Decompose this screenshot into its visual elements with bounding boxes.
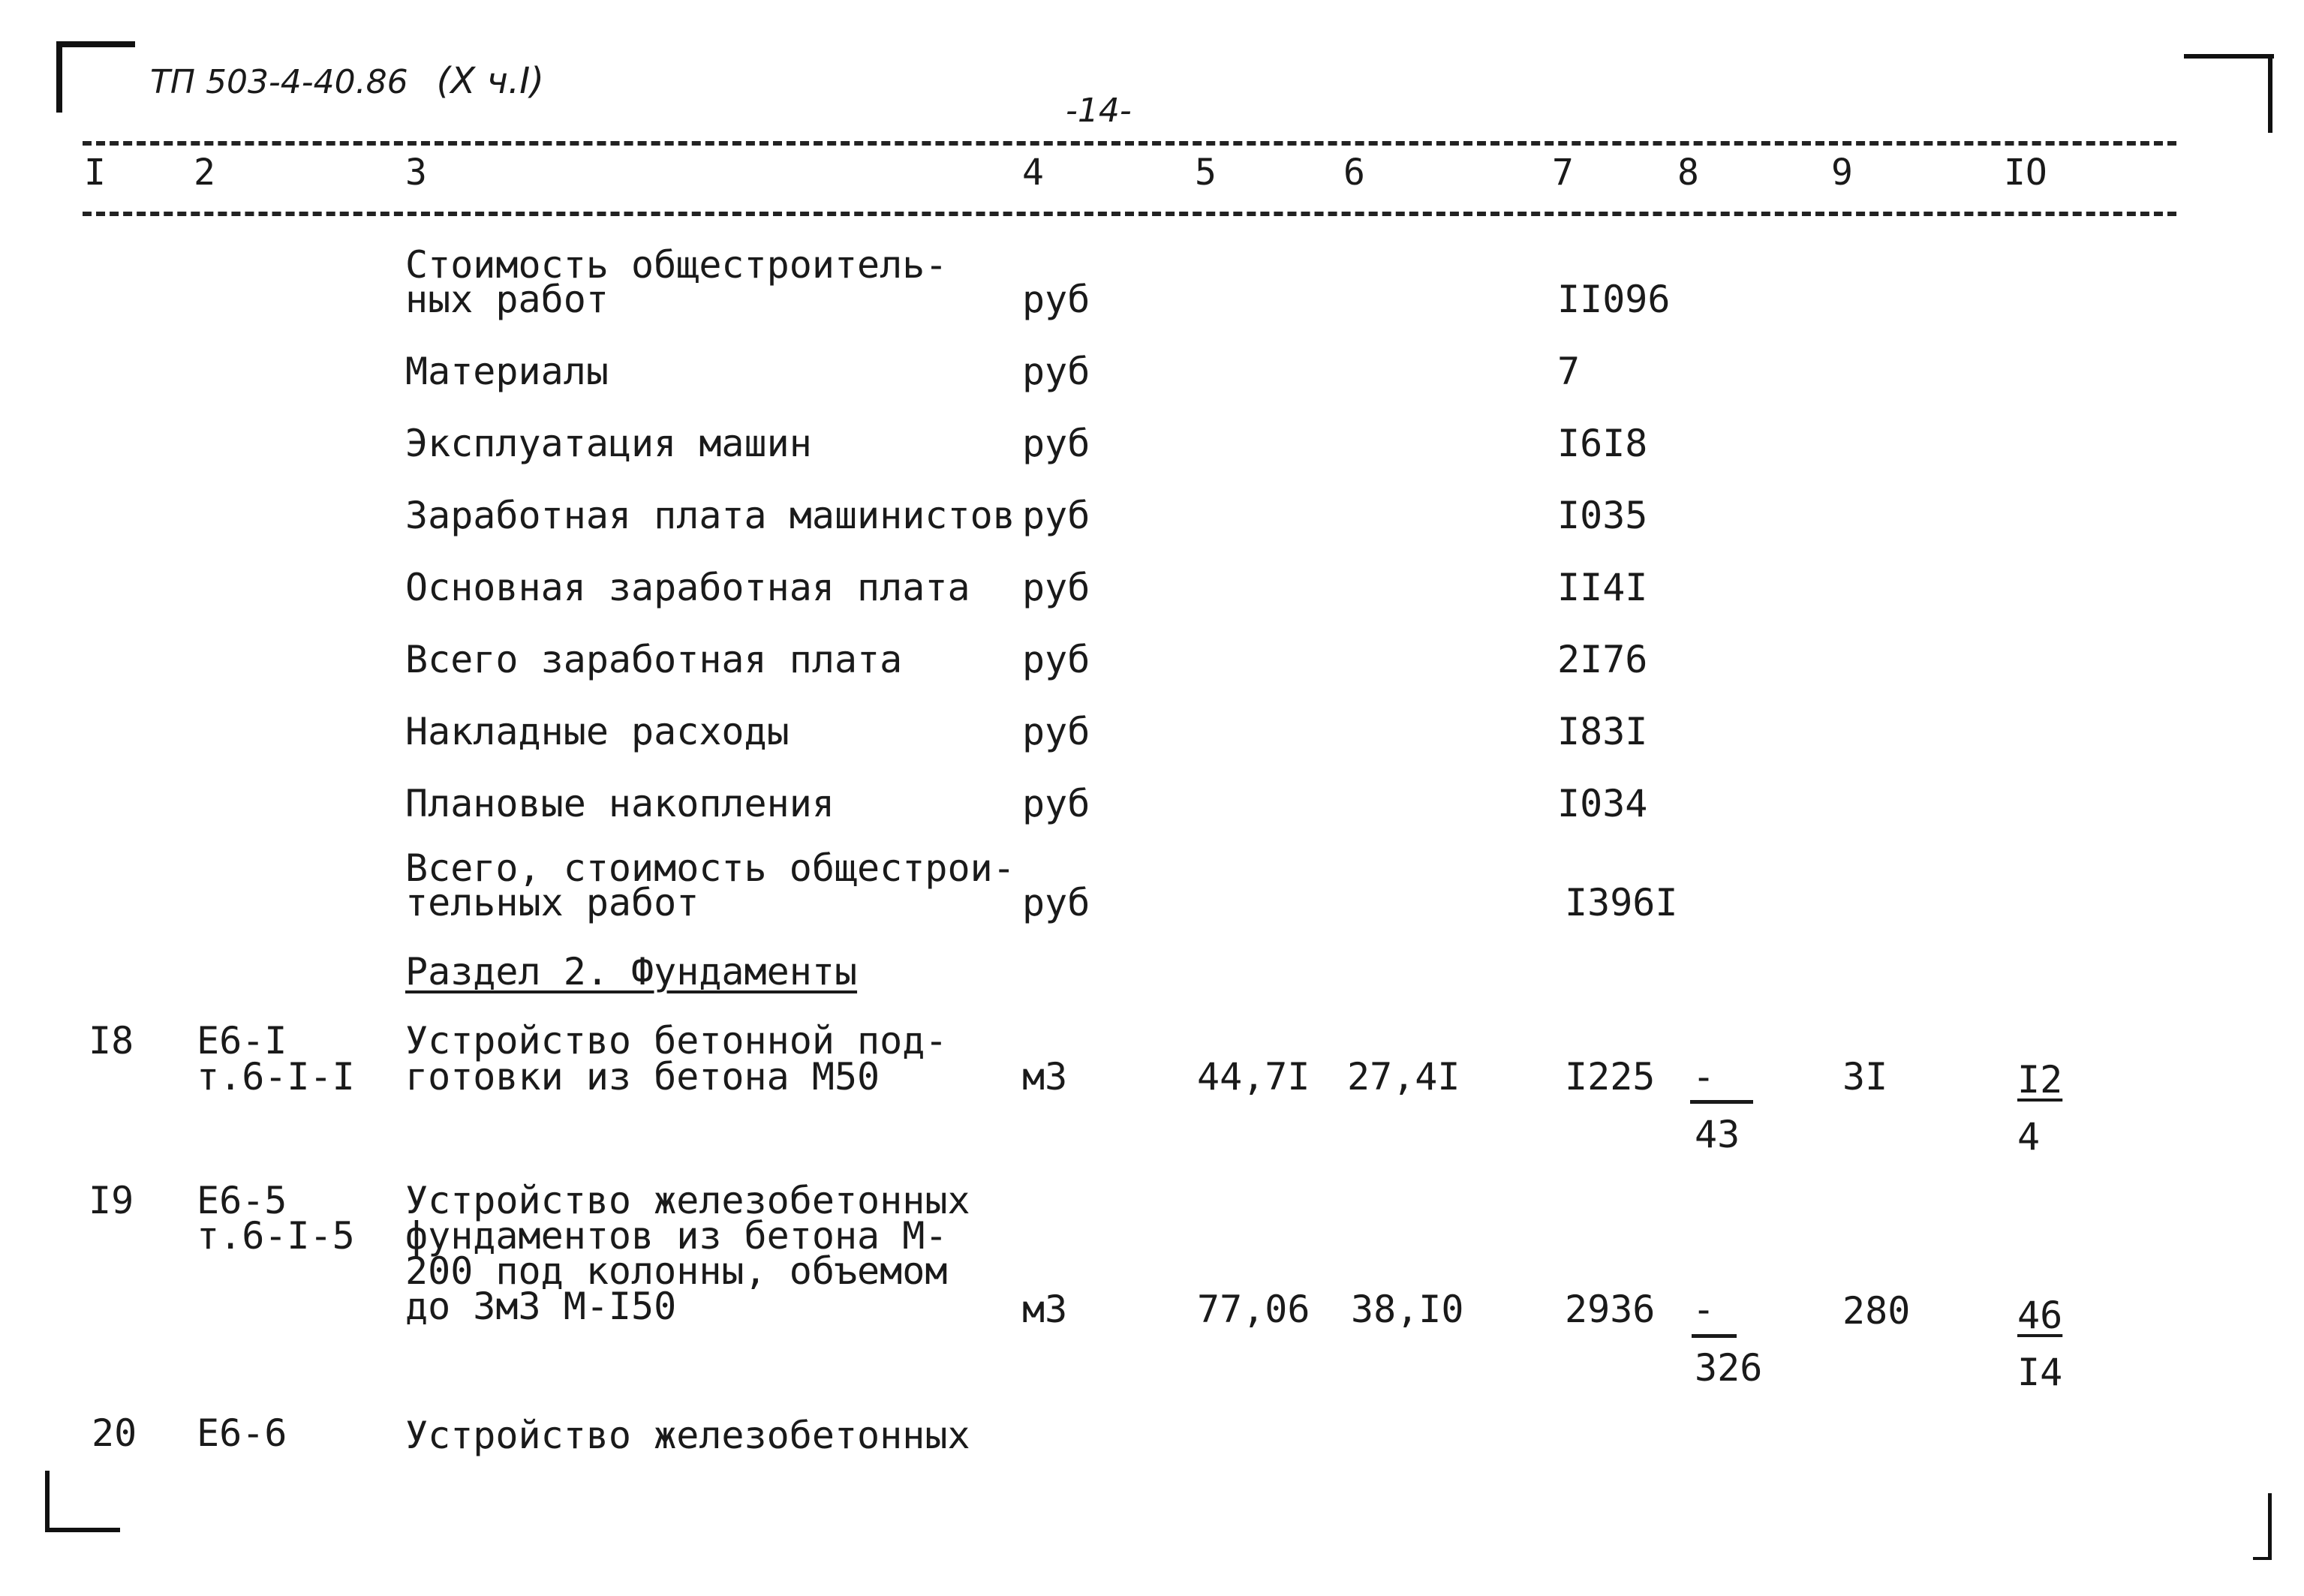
summary-row-name: Заработная плата машинистов	[405, 494, 1015, 537]
item-col9: 280	[1842, 1289, 1911, 1333]
item-col8-fraction-bar	[1690, 1100, 1753, 1104]
summary-row-unit: руб	[1022, 638, 1090, 681]
summary-row-unit: руб	[1022, 566, 1090, 609]
column-header: IO	[2004, 152, 2047, 194]
summary-row-name: тельных работ	[405, 881, 699, 924]
item-number: 20	[92, 1411, 137, 1455]
item-code: Е6-6	[197, 1411, 287, 1455]
summary-row-value: I83I	[1557, 710, 1648, 753]
summary-row-name: Материалы	[405, 350, 609, 393]
header-rule-bottom	[83, 212, 2176, 216]
summary-row-name: Накладные расходы	[405, 710, 790, 753]
item-col6: 38,I0	[1351, 1288, 1464, 1331]
summary-row-value: II4I	[1557, 566, 1648, 609]
summary-row-unit: руб	[1022, 494, 1090, 537]
item-description: Устройство бетонной под-	[405, 1019, 948, 1062]
corner-mark-bottom-left	[45, 1528, 120, 1532]
item-code: Е6-5	[197, 1179, 287, 1222]
document-volume: (X ч.I)	[436, 60, 545, 102]
item-col8-top: -	[1692, 1288, 1716, 1331]
item-code: т.6-I-5	[197, 1214, 355, 1258]
summary-row-value: I035	[1557, 494, 1648, 537]
item-col10-bottom: 4	[2017, 1115, 2041, 1159]
item-code: Е6-I	[197, 1019, 287, 1062]
summary-row-unit: руб	[1022, 278, 1090, 321]
item-description: фундаментов из бетона М-	[405, 1214, 948, 1258]
corner-mark-top-right	[2268, 54, 2272, 133]
summary-row-name: Всего заработная плата	[405, 638, 903, 681]
summary-row-name: ных работ	[405, 278, 609, 321]
item-description: Устройство железобетонных	[405, 1179, 970, 1222]
summary-row-name: Эксплуатация машин	[405, 422, 812, 465]
corner-mark-top-left	[56, 41, 62, 113]
corner-mark-bottom-right	[2268, 1493, 2272, 1557]
item-col5: 77,06	[1197, 1288, 1310, 1331]
item-col9: 3I	[1842, 1055, 1888, 1099]
summary-row-name: Плановые накопления	[405, 782, 835, 825]
item-unit: м3	[1022, 1288, 1068, 1331]
column-header: 5	[1195, 152, 1217, 194]
corner-mark-top-left	[56, 41, 135, 47]
summary-row-unit: руб	[1022, 710, 1090, 753]
summary-row-value: 7	[1557, 350, 1581, 393]
header-rule-top	[83, 141, 2176, 146]
summary-row-value: I034	[1557, 782, 1648, 825]
summary-row-unit: руб	[1022, 422, 1090, 465]
column-header: 9	[1831, 152, 1853, 194]
column-header: 3	[405, 152, 427, 194]
column-header: 8	[1677, 152, 1699, 194]
section-title: Раздел 2. Фундаменты	[405, 950, 858, 993]
corner-mark-bottom-right	[2253, 1557, 2272, 1560]
item-col10-top: 46	[2017, 1294, 2063, 1337]
summary-row-value: I396I	[1565, 881, 1678, 924]
item-col8-bottom: 43	[1695, 1113, 1740, 1156]
summary-row-unit: руб	[1022, 782, 1090, 825]
column-header: I	[84, 152, 106, 194]
summary-row-value: 2I76	[1557, 638, 1648, 681]
document-code-text: ТП 503-4-40.86	[150, 63, 408, 101]
item-unit: м3	[1022, 1055, 1068, 1099]
item-description: готовки из бетона М50	[405, 1055, 880, 1099]
column-header: 6	[1343, 152, 1365, 194]
item-col7: 2936	[1565, 1288, 1656, 1331]
item-number: I8	[89, 1019, 134, 1062]
item-description: до 3м3 М-I50	[405, 1285, 677, 1328]
column-header: 7	[1552, 152, 1574, 194]
item-col8-bottom: 326	[1695, 1346, 1763, 1390]
item-code: т.6-I-I	[197, 1055, 355, 1099]
column-header: 4	[1022, 152, 1044, 194]
item-description: 200 под колонны, объемом	[405, 1249, 948, 1293]
corner-mark-bottom-left	[45, 1471, 50, 1531]
summary-row-value: I6I8	[1557, 422, 1648, 465]
summary-row-unit: руб	[1022, 350, 1090, 393]
item-col7: I225	[1565, 1055, 1656, 1099]
item-col8-fraction-bar	[1692, 1334, 1737, 1338]
summary-row-name: Стоимость общестроитель-	[405, 243, 948, 287]
item-description: Устройство железобетонных	[405, 1414, 970, 1457]
corner-mark-top-right	[2184, 54, 2274, 59]
item-number: I9	[89, 1179, 134, 1222]
summary-row-name: Основная заработная плата	[405, 566, 970, 609]
item-col10-bottom: I4	[2017, 1351, 2063, 1394]
item-col10-top: I2	[2017, 1058, 2063, 1102]
page-number: -14-	[1066, 92, 1132, 130]
item-col5: 44,7I	[1197, 1055, 1310, 1099]
item-col6: 27,4I	[1347, 1055, 1460, 1099]
summary-row-name: Всего, стоимость общестрои-	[405, 846, 1015, 890]
column-header: 2	[194, 152, 215, 194]
summary-row-unit: руб	[1022, 881, 1090, 924]
item-col8-top: -	[1692, 1055, 1716, 1099]
document-code	[150, 60, 544, 102]
summary-row-value: II096	[1557, 278, 1671, 321]
